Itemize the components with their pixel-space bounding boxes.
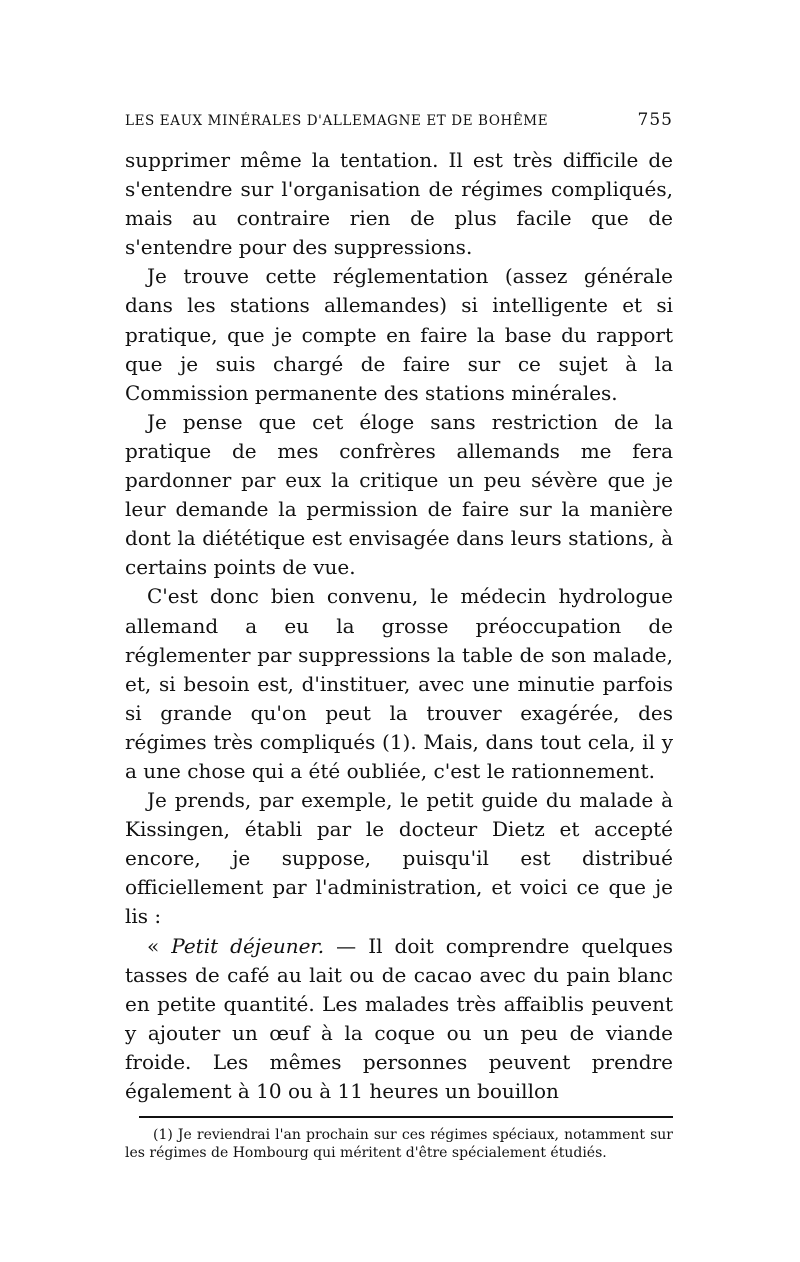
footnote: (1) Je reviendrai l'an prochain sur ces régimes spéciaux, notamment sur les régimes de Hombourg qui méritent d'être spécialement étudiés. [125, 1127, 673, 1162]
running-header [125, 110, 673, 146]
paragraph: Je pense que cet éloge sans restriction de la pratique de mes confrères allemands me fera pardonner par eux la critique un peu sévère que je leur demande la permission de faire sur la manière dont la diététique est envisagée dans leurs stations, à certains points de vue. [125, 409, 673, 580]
footnote-divider [139, 1116, 673, 1118]
paragraph: Je trouve cette réglementation (assez générale dans les stations allemandes) si intelligente et si pratique, que je compte en faire la base du rapport que je suis chargé de faire sur ce sujet à la Commission permanente des stations minérales. [125, 264, 673, 405]
paragraph: C'est donc bien convenu, le médecin hydrologue allemand a eu la grosse préoccupation de réglementer par suppressions la table de son malade, et, si besoin est, d'instituer, avec une minutie parfois si grande qu'on peut la trouver exagérée, des régimes très compliqués (1). Mais, dans tout cela, il y a une chose qui a été oubliée, c'est le rationnement. [125, 584, 673, 783]
quoted-paragraph [125, 932, 673, 1107]
book-page [125, 110, 673, 1162]
quote-text: — Il doit comprendre quelques tasses de café au lait ou de cacao avec du pain blanc en petite quantité. Les malades très affaiblis peuvent y ajouter un œuf à la coque ou un peu de viande froide. Les mêmes personnes peuvent prendre également à 10 ou à 11 heures un bouillon [125, 933, 674, 1103]
paragraph: supprimer même la tentation. Il est très difficile de s'entendre sur l'organisation de régimes compliqués, mais au contraire rien de plus facile que de s'entendre pour des suppressions. [125, 148, 673, 260]
quote-mark: « [147, 933, 172, 958]
quote-italic-heading: Petit déjeuner. [171, 933, 325, 958]
running-title: LES EAUX MINÉRALES D'ALLEMAGNE ET DE BOHÊME [125, 113, 549, 129]
page-number: 755 [637, 110, 673, 130]
body-text [125, 146, 673, 1106]
paragraph: Je prends, par exemple, le petit guide du malade à Kissingen, établi par le docteur Dietz et accepté encore, je suppose, puisqu'il est distribué officiellement par l'administration, et voici ce que je lis : [125, 788, 673, 929]
